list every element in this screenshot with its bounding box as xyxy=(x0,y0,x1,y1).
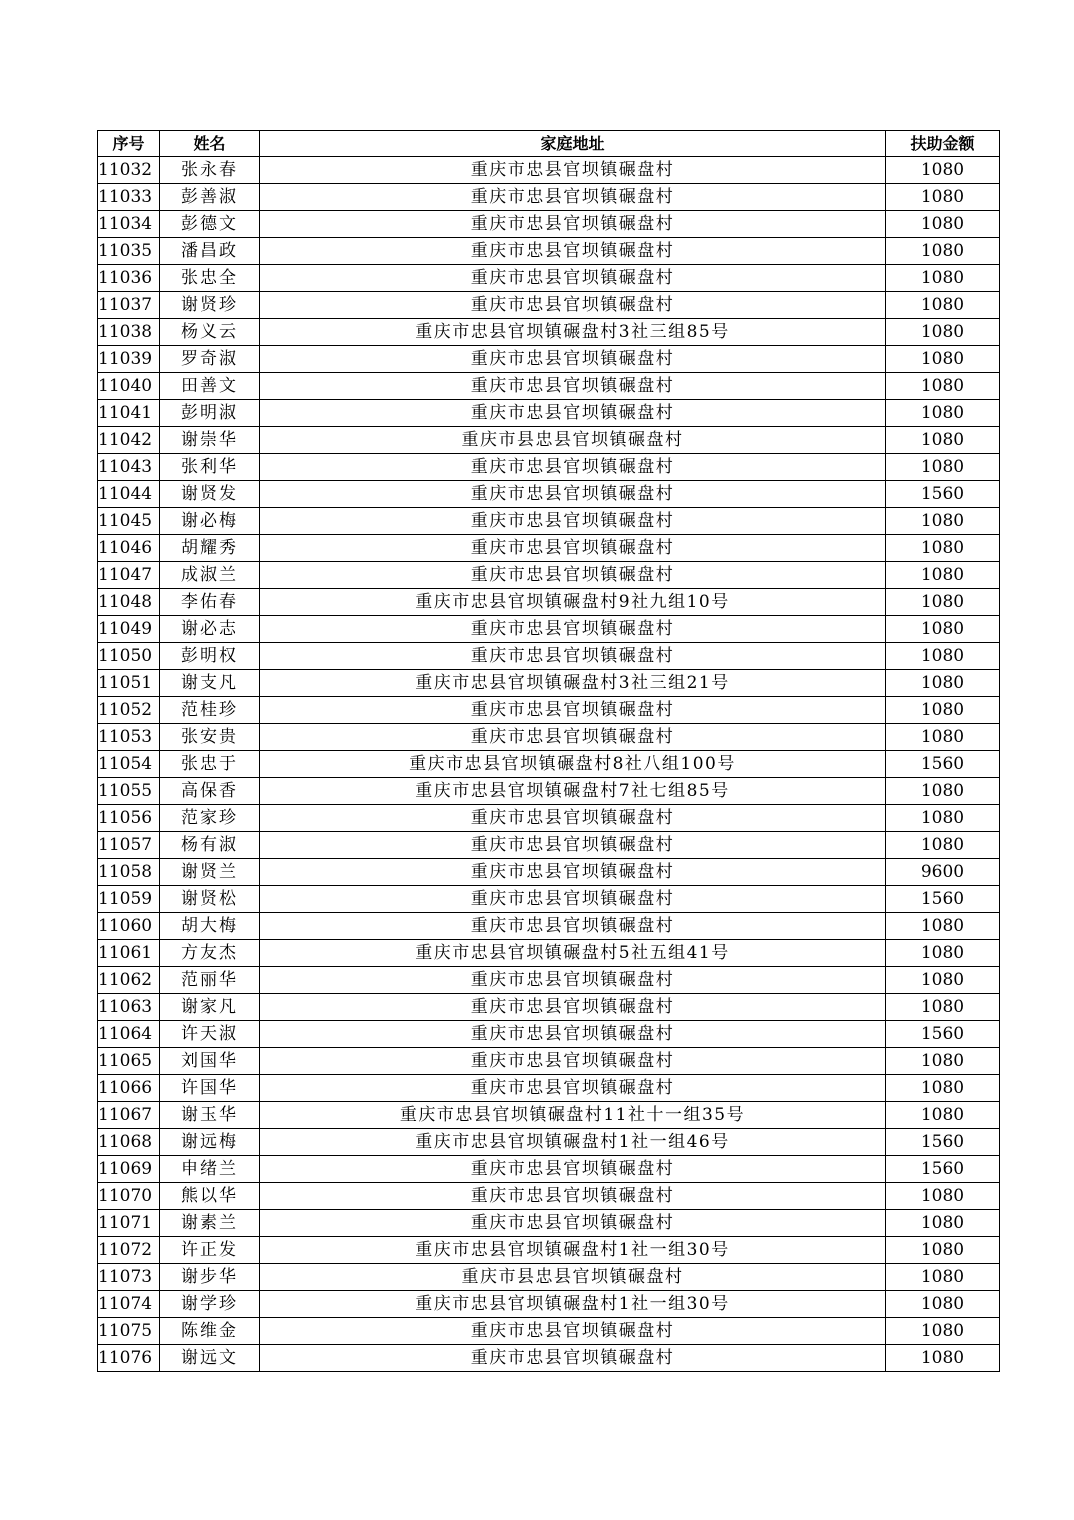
cell-serial-number: 11038 xyxy=(98,319,160,346)
cell-name: 杨义云 xyxy=(160,319,260,346)
table-row xyxy=(98,427,1000,454)
cell-assistance-amount: 1080 xyxy=(886,616,1000,643)
cell-home-address: 重庆市忠县官坝镇碾盘村 xyxy=(260,1345,886,1372)
cell-home-address: 重庆市忠县官坝镇碾盘村 xyxy=(260,400,886,427)
cell-assistance-amount: 1080 xyxy=(886,1183,1000,1210)
table-row xyxy=(98,805,1000,832)
cell-serial-number: 11071 xyxy=(98,1210,160,1237)
cell-name: 潘昌政 xyxy=(160,238,260,265)
cell-home-address: 重庆市忠县官坝镇碾盘村 xyxy=(260,616,886,643)
table-row xyxy=(98,400,1000,427)
table-row xyxy=(98,1129,1000,1156)
cell-assistance-amount: 1080 xyxy=(886,1237,1000,1264)
cell-home-address: 重庆市县忠县官坝镇碾盘村 xyxy=(260,427,886,454)
cell-serial-number: 11051 xyxy=(98,670,160,697)
cell-assistance-amount: 9600 xyxy=(886,859,1000,886)
cell-serial-number: 11067 xyxy=(98,1102,160,1129)
cell-name: 刘国华 xyxy=(160,1048,260,1075)
cell-assistance-amount: 1080 xyxy=(886,940,1000,967)
cell-home-address: 重庆市忠县官坝镇碾盘村 xyxy=(260,1183,886,1210)
header-name: 姓名 xyxy=(160,131,260,157)
cell-home-address: 重庆市忠县官坝镇碾盘村 xyxy=(260,994,886,1021)
table-body xyxy=(98,157,1000,1372)
cell-home-address: 重庆市忠县官坝镇碾盘村5社五组41号 xyxy=(260,940,886,967)
cell-name: 许天淑 xyxy=(160,1021,260,1048)
cell-serial-number: 11063 xyxy=(98,994,160,1021)
cell-assistance-amount: 1080 xyxy=(886,1075,1000,1102)
cell-name: 谢支凡 xyxy=(160,670,260,697)
table-row xyxy=(98,454,1000,481)
table-row xyxy=(98,724,1000,751)
cell-serial-number: 11032 xyxy=(98,157,160,184)
cell-home-address: 重庆市忠县官坝镇碾盘村1社一组30号 xyxy=(260,1237,886,1264)
cell-assistance-amount: 1560 xyxy=(886,1156,1000,1183)
cell-home-address: 重庆市忠县官坝镇碾盘村 xyxy=(260,238,886,265)
cell-assistance-amount: 1080 xyxy=(886,778,1000,805)
cell-name: 谢贤珍 xyxy=(160,292,260,319)
cell-name: 谢素兰 xyxy=(160,1210,260,1237)
cell-assistance-amount: 1080 xyxy=(886,535,1000,562)
cell-home-address: 重庆市忠县官坝镇碾盘村 xyxy=(260,967,886,994)
table-row xyxy=(98,1318,1000,1345)
cell-serial-number: 11036 xyxy=(98,265,160,292)
cell-assistance-amount: 1080 xyxy=(886,1345,1000,1372)
cell-serial-number: 11039 xyxy=(98,346,160,373)
cell-serial-number: 11052 xyxy=(98,697,160,724)
cell-serial-number: 11069 xyxy=(98,1156,160,1183)
cell-serial-number: 11033 xyxy=(98,184,160,211)
table-row xyxy=(98,1210,1000,1237)
cell-assistance-amount: 1080 xyxy=(886,832,1000,859)
cell-serial-number: 11057 xyxy=(98,832,160,859)
cell-home-address: 重庆市忠县官坝镇碾盘村 xyxy=(260,211,886,238)
cell-assistance-amount: 1560 xyxy=(886,751,1000,778)
cell-name: 谢步华 xyxy=(160,1264,260,1291)
cell-serial-number: 11056 xyxy=(98,805,160,832)
cell-serial-number: 11076 xyxy=(98,1345,160,1372)
cell-serial-number: 11074 xyxy=(98,1291,160,1318)
cell-assistance-amount: 1080 xyxy=(886,508,1000,535)
cell-assistance-amount: 1080 xyxy=(886,724,1000,751)
cell-assistance-amount: 1080 xyxy=(886,400,1000,427)
table-row xyxy=(98,697,1000,724)
document-page xyxy=(97,130,999,1372)
cell-home-address: 重庆市忠县官坝镇碾盘村 xyxy=(260,1075,886,1102)
table-row xyxy=(98,1264,1000,1291)
cell-assistance-amount: 1560 xyxy=(886,1021,1000,1048)
table-row xyxy=(98,994,1000,1021)
cell-serial-number: 11070 xyxy=(98,1183,160,1210)
cell-name: 胡大梅 xyxy=(160,913,260,940)
table-row xyxy=(98,751,1000,778)
cell-name: 范丽华 xyxy=(160,967,260,994)
cell-serial-number: 11046 xyxy=(98,535,160,562)
cell-home-address: 重庆市忠县官坝镇碾盘村 xyxy=(260,724,886,751)
table-row xyxy=(98,265,1000,292)
cell-assistance-amount: 1080 xyxy=(886,1264,1000,1291)
cell-serial-number: 11065 xyxy=(98,1048,160,1075)
cell-home-address: 重庆市县忠县官坝镇碾盘村 xyxy=(260,1264,886,1291)
cell-home-address: 重庆市忠县官坝镇碾盘村1社一组30号 xyxy=(260,1291,886,1318)
cell-serial-number: 11049 xyxy=(98,616,160,643)
cell-assistance-amount: 1080 xyxy=(886,211,1000,238)
cell-home-address: 重庆市忠县官坝镇碾盘村 xyxy=(260,886,886,913)
cell-serial-number: 11044 xyxy=(98,481,160,508)
cell-name: 谢崇华 xyxy=(160,427,260,454)
cell-home-address: 重庆市忠县官坝镇碾盘村 xyxy=(260,859,886,886)
cell-assistance-amount: 1080 xyxy=(886,670,1000,697)
cell-home-address: 重庆市忠县官坝镇碾盘村 xyxy=(260,535,886,562)
table-row xyxy=(98,859,1000,886)
cell-serial-number: 11042 xyxy=(98,427,160,454)
cell-serial-number: 11068 xyxy=(98,1129,160,1156)
table-row xyxy=(98,508,1000,535)
cell-serial-number: 11047 xyxy=(98,562,160,589)
cell-name: 谢家凡 xyxy=(160,994,260,1021)
table-row xyxy=(98,562,1000,589)
cell-assistance-amount: 1080 xyxy=(886,643,1000,670)
cell-name: 彭德文 xyxy=(160,211,260,238)
cell-home-address: 重庆市忠县官坝镇碾盘村 xyxy=(260,643,886,670)
cell-name: 陈维金 xyxy=(160,1318,260,1345)
cell-name: 许正发 xyxy=(160,1237,260,1264)
cell-name: 张安贵 xyxy=(160,724,260,751)
cell-name: 方友杰 xyxy=(160,940,260,967)
cell-home-address: 重庆市忠县官坝镇碾盘村 xyxy=(260,292,886,319)
cell-name: 彭明淑 xyxy=(160,400,260,427)
header-home-address: 家庭地址 xyxy=(260,131,886,157)
table-row xyxy=(98,1075,1000,1102)
cell-assistance-amount: 1080 xyxy=(886,1048,1000,1075)
cell-home-address: 重庆市忠县官坝镇碾盘村8社八组100号 xyxy=(260,751,886,778)
cell-assistance-amount: 1080 xyxy=(886,913,1000,940)
table-row xyxy=(98,1156,1000,1183)
table-row xyxy=(98,373,1000,400)
table-row xyxy=(98,589,1000,616)
cell-name: 杨有淑 xyxy=(160,832,260,859)
table-row xyxy=(98,184,1000,211)
cell-name: 谢贤兰 xyxy=(160,859,260,886)
cell-serial-number: 11045 xyxy=(98,508,160,535)
cell-home-address: 重庆市忠县官坝镇碾盘村 xyxy=(260,562,886,589)
cell-home-address: 重庆市忠县官坝镇碾盘村 xyxy=(260,481,886,508)
cell-assistance-amount: 1080 xyxy=(886,1102,1000,1129)
cell-assistance-amount: 1080 xyxy=(886,697,1000,724)
cell-assistance-amount: 1560 xyxy=(886,886,1000,913)
cell-home-address: 重庆市忠县官坝镇碾盘村 xyxy=(260,1318,886,1345)
table-row xyxy=(98,643,1000,670)
cell-serial-number: 11037 xyxy=(98,292,160,319)
assistance-table xyxy=(97,130,1000,1372)
cell-serial-number: 11072 xyxy=(98,1237,160,1264)
table-row xyxy=(98,535,1000,562)
cell-home-address: 重庆市忠县官坝镇碾盘村3社三组21号 xyxy=(260,670,886,697)
cell-serial-number: 11034 xyxy=(98,211,160,238)
header-assistance-amount: 扶助金额 xyxy=(886,131,1000,157)
table-row xyxy=(98,1102,1000,1129)
cell-assistance-amount: 1080 xyxy=(886,292,1000,319)
cell-name: 范桂珍 xyxy=(160,697,260,724)
cell-assistance-amount: 1080 xyxy=(886,319,1000,346)
cell-assistance-amount: 1080 xyxy=(886,265,1000,292)
cell-name: 谢学珍 xyxy=(160,1291,260,1318)
table-row xyxy=(98,1048,1000,1075)
cell-serial-number: 11043 xyxy=(98,454,160,481)
cell-name: 高保香 xyxy=(160,778,260,805)
cell-name: 许国华 xyxy=(160,1075,260,1102)
cell-home-address: 重庆市忠县官坝镇碾盘村 xyxy=(260,157,886,184)
cell-home-address: 重庆市忠县官坝镇碾盘村 xyxy=(260,373,886,400)
cell-serial-number: 11041 xyxy=(98,400,160,427)
table-row xyxy=(98,670,1000,697)
cell-assistance-amount: 1080 xyxy=(886,1210,1000,1237)
table-row xyxy=(98,211,1000,238)
cell-serial-number: 11066 xyxy=(98,1075,160,1102)
cell-assistance-amount: 1080 xyxy=(886,427,1000,454)
cell-name: 李佑春 xyxy=(160,589,260,616)
table-row xyxy=(98,832,1000,859)
cell-home-address: 重庆市忠县官坝镇碾盘村1社一组46号 xyxy=(260,1129,886,1156)
cell-home-address: 重庆市忠县官坝镇碾盘村 xyxy=(260,508,886,535)
cell-name: 熊以华 xyxy=(160,1183,260,1210)
cell-home-address: 重庆市忠县官坝镇碾盘村 xyxy=(260,454,886,481)
table-header xyxy=(98,131,1000,157)
cell-serial-number: 11073 xyxy=(98,1264,160,1291)
cell-serial-number: 11040 xyxy=(98,373,160,400)
cell-name: 张永春 xyxy=(160,157,260,184)
table-row xyxy=(98,616,1000,643)
cell-home-address: 重庆市忠县官坝镇碾盘村 xyxy=(260,832,886,859)
cell-serial-number: 11075 xyxy=(98,1318,160,1345)
table-row xyxy=(98,967,1000,994)
cell-serial-number: 11035 xyxy=(98,238,160,265)
table-row xyxy=(98,886,1000,913)
cell-assistance-amount: 1080 xyxy=(886,346,1000,373)
cell-name: 谢必志 xyxy=(160,616,260,643)
cell-name: 罗奇淑 xyxy=(160,346,260,373)
cell-name: 谢远梅 xyxy=(160,1129,260,1156)
table-row xyxy=(98,1183,1000,1210)
cell-home-address: 重庆市忠县官坝镇碾盘村 xyxy=(260,184,886,211)
table-row xyxy=(98,319,1000,346)
cell-home-address: 重庆市忠县官坝镇碾盘村 xyxy=(260,1156,886,1183)
cell-serial-number: 11050 xyxy=(98,643,160,670)
cell-name: 张忠全 xyxy=(160,265,260,292)
header-serial-number: 序号 xyxy=(98,131,160,157)
table-row xyxy=(98,1345,1000,1372)
table-row xyxy=(98,346,1000,373)
cell-home-address: 重庆市忠县官坝镇碾盘村9社九组10号 xyxy=(260,589,886,616)
cell-home-address: 重庆市忠县官坝镇碾盘村 xyxy=(260,1048,886,1075)
cell-assistance-amount: 1080 xyxy=(886,373,1000,400)
cell-name: 谢贤发 xyxy=(160,481,260,508)
cell-assistance-amount: 1080 xyxy=(886,805,1000,832)
cell-serial-number: 11055 xyxy=(98,778,160,805)
cell-name: 谢贤松 xyxy=(160,886,260,913)
table-row xyxy=(98,1021,1000,1048)
table-row xyxy=(98,481,1000,508)
cell-assistance-amount: 1080 xyxy=(886,184,1000,211)
table-row xyxy=(98,292,1000,319)
cell-serial-number: 11054 xyxy=(98,751,160,778)
cell-assistance-amount: 1080 xyxy=(886,1318,1000,1345)
cell-assistance-amount: 1080 xyxy=(886,589,1000,616)
cell-serial-number: 11061 xyxy=(98,940,160,967)
cell-serial-number: 11053 xyxy=(98,724,160,751)
table-row xyxy=(98,1237,1000,1264)
header-row xyxy=(98,131,1000,157)
cell-name: 彭善淑 xyxy=(160,184,260,211)
cell-serial-number: 11062 xyxy=(98,967,160,994)
cell-home-address: 重庆市忠县官坝镇碾盘村 xyxy=(260,346,886,373)
cell-serial-number: 11064 xyxy=(98,1021,160,1048)
cell-home-address: 重庆市忠县官坝镇碾盘村 xyxy=(260,1210,886,1237)
table-row xyxy=(98,1291,1000,1318)
cell-assistance-amount: 1080 xyxy=(886,967,1000,994)
cell-serial-number: 11060 xyxy=(98,913,160,940)
cell-name: 田善文 xyxy=(160,373,260,400)
table-row xyxy=(98,238,1000,265)
table-row xyxy=(98,157,1000,184)
cell-name: 谢玉华 xyxy=(160,1102,260,1129)
cell-assistance-amount: 1080 xyxy=(886,562,1000,589)
cell-serial-number: 11059 xyxy=(98,886,160,913)
cell-home-address: 重庆市忠县官坝镇碾盘村 xyxy=(260,265,886,292)
cell-assistance-amount: 1560 xyxy=(886,1129,1000,1156)
cell-name: 范家珍 xyxy=(160,805,260,832)
cell-assistance-amount: 1560 xyxy=(886,481,1000,508)
cell-assistance-amount: 1080 xyxy=(886,454,1000,481)
cell-serial-number: 11048 xyxy=(98,589,160,616)
cell-name: 张利华 xyxy=(160,454,260,481)
cell-assistance-amount: 1080 xyxy=(886,157,1000,184)
cell-assistance-amount: 1080 xyxy=(886,238,1000,265)
cell-home-address: 重庆市忠县官坝镇碾盘村 xyxy=(260,913,886,940)
table-row xyxy=(98,940,1000,967)
cell-assistance-amount: 1080 xyxy=(886,994,1000,1021)
cell-name: 成淑兰 xyxy=(160,562,260,589)
cell-assistance-amount: 1080 xyxy=(886,1291,1000,1318)
cell-home-address: 重庆市忠县官坝镇碾盘村11社十一组35号 xyxy=(260,1102,886,1129)
cell-name: 申绪兰 xyxy=(160,1156,260,1183)
cell-name: 彭明权 xyxy=(160,643,260,670)
cell-home-address: 重庆市忠县官坝镇碾盘村 xyxy=(260,697,886,724)
cell-name: 胡耀秀 xyxy=(160,535,260,562)
cell-name: 谢必梅 xyxy=(160,508,260,535)
table-row xyxy=(98,913,1000,940)
cell-home-address: 重庆市忠县官坝镇碾盘村3社三组85号 xyxy=(260,319,886,346)
cell-home-address: 重庆市忠县官坝镇碾盘村 xyxy=(260,1021,886,1048)
cell-serial-number: 11058 xyxy=(98,859,160,886)
cell-home-address: 重庆市忠县官坝镇碾盘村7社七组85号 xyxy=(260,778,886,805)
cell-home-address: 重庆市忠县官坝镇碾盘村 xyxy=(260,805,886,832)
table-row xyxy=(98,778,1000,805)
cell-name: 谢远文 xyxy=(160,1345,260,1372)
cell-name: 张忠于 xyxy=(160,751,260,778)
